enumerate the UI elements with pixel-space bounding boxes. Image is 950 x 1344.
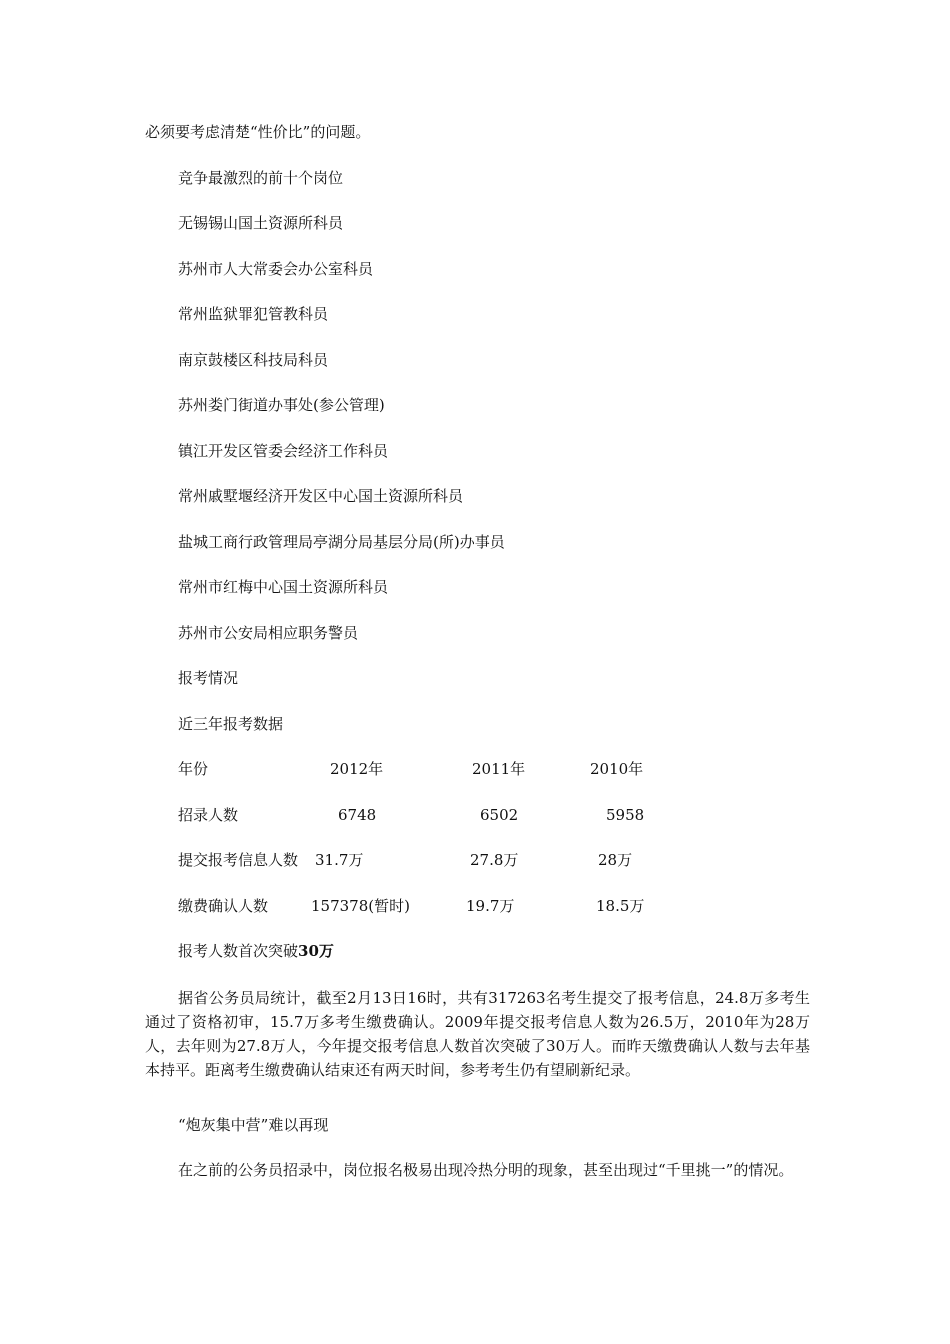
section1-heading	[178, 941, 334, 961]
table-cell: 28万	[598, 851, 633, 869]
table-header-cell: 2011年	[472, 760, 526, 778]
table-cell: 19.7万	[466, 897, 515, 915]
list-item: 常州戚墅堰经济开发区中心国土资源所科员	[178, 487, 464, 505]
section1-heading-prefix: 报考人数首次突破	[178, 942, 299, 960]
table-header-cell: 2012年	[330, 760, 384, 778]
table-cell: 提交报考信息人数	[178, 851, 299, 869]
list-item: 无锡锡山国土资源所科员	[178, 214, 344, 232]
section2-paragraph: 在之前的公务员招录中，岗位报名极易出现冷热分明的现象，甚至出现过“千里挑一”的情况。	[178, 1161, 794, 1179]
table-header-cell: 年份	[178, 760, 209, 778]
list-item: 盐城工商行政管理局亭湖分局基层分局(所)办事员	[178, 533, 505, 551]
top10-heading: 竞争最激烈的前十个岗位	[178, 169, 344, 187]
list-item: 镇江开发区管委会经济工作科员	[178, 442, 389, 460]
table-header-cell: 2010年	[590, 760, 644, 778]
section1-paragraph: 据省公务员局统计，截至2月13日16时，共有317263名考生提交了报考信息，24.8万多考生通过了资格初审，15.7万多考生缴费确认。2009年提交报考信息人数为26.5万，2010年为28万人，去年则为27.8万人，今年提交报考信息人数首次突破了30万人。而昨天缴费确认人数与去年基本持平。距离考生缴费确认结束还有两天时间，参考考生仍有望刷新纪录。	[145, 989, 810, 1079]
section1-heading-bold: 30万	[298, 942, 334, 960]
list-item: 南京鼓楼区科技局科员	[178, 351, 329, 369]
table-cell: 31.7万	[315, 851, 364, 869]
list-item: 苏州市人大常委会办公室科员	[178, 260, 374, 278]
list-item: 常州监狱罪犯管教科员	[178, 305, 329, 323]
enroll-heading: 报考情况	[178, 669, 239, 687]
section2-heading: “炮灰集中营”难以再现	[178, 1116, 329, 1134]
table-cell: 18.5万	[596, 897, 645, 915]
table-cell: 6502	[480, 806, 519, 824]
table-cell: 招录人数	[178, 806, 239, 824]
table-cell: 5958	[606, 806, 645, 824]
intro-tail-text: 必须要考虑清楚“性价比”的问题。	[145, 123, 371, 141]
table-title: 近三年报考数据	[178, 715, 284, 733]
table-cell: 缴费确认人数	[178, 897, 269, 915]
table-cell: 27.8万	[470, 851, 519, 869]
table-cell: 157378(暂时)	[311, 897, 410, 915]
table-cell: 6748	[338, 806, 377, 824]
list-item: 常州市红梅中心国土资源所科员	[178, 578, 389, 596]
list-item: 苏州娄门街道办事处(参公管理)	[178, 396, 385, 414]
list-item: 苏州市公安局相应职务警员	[178, 624, 359, 642]
